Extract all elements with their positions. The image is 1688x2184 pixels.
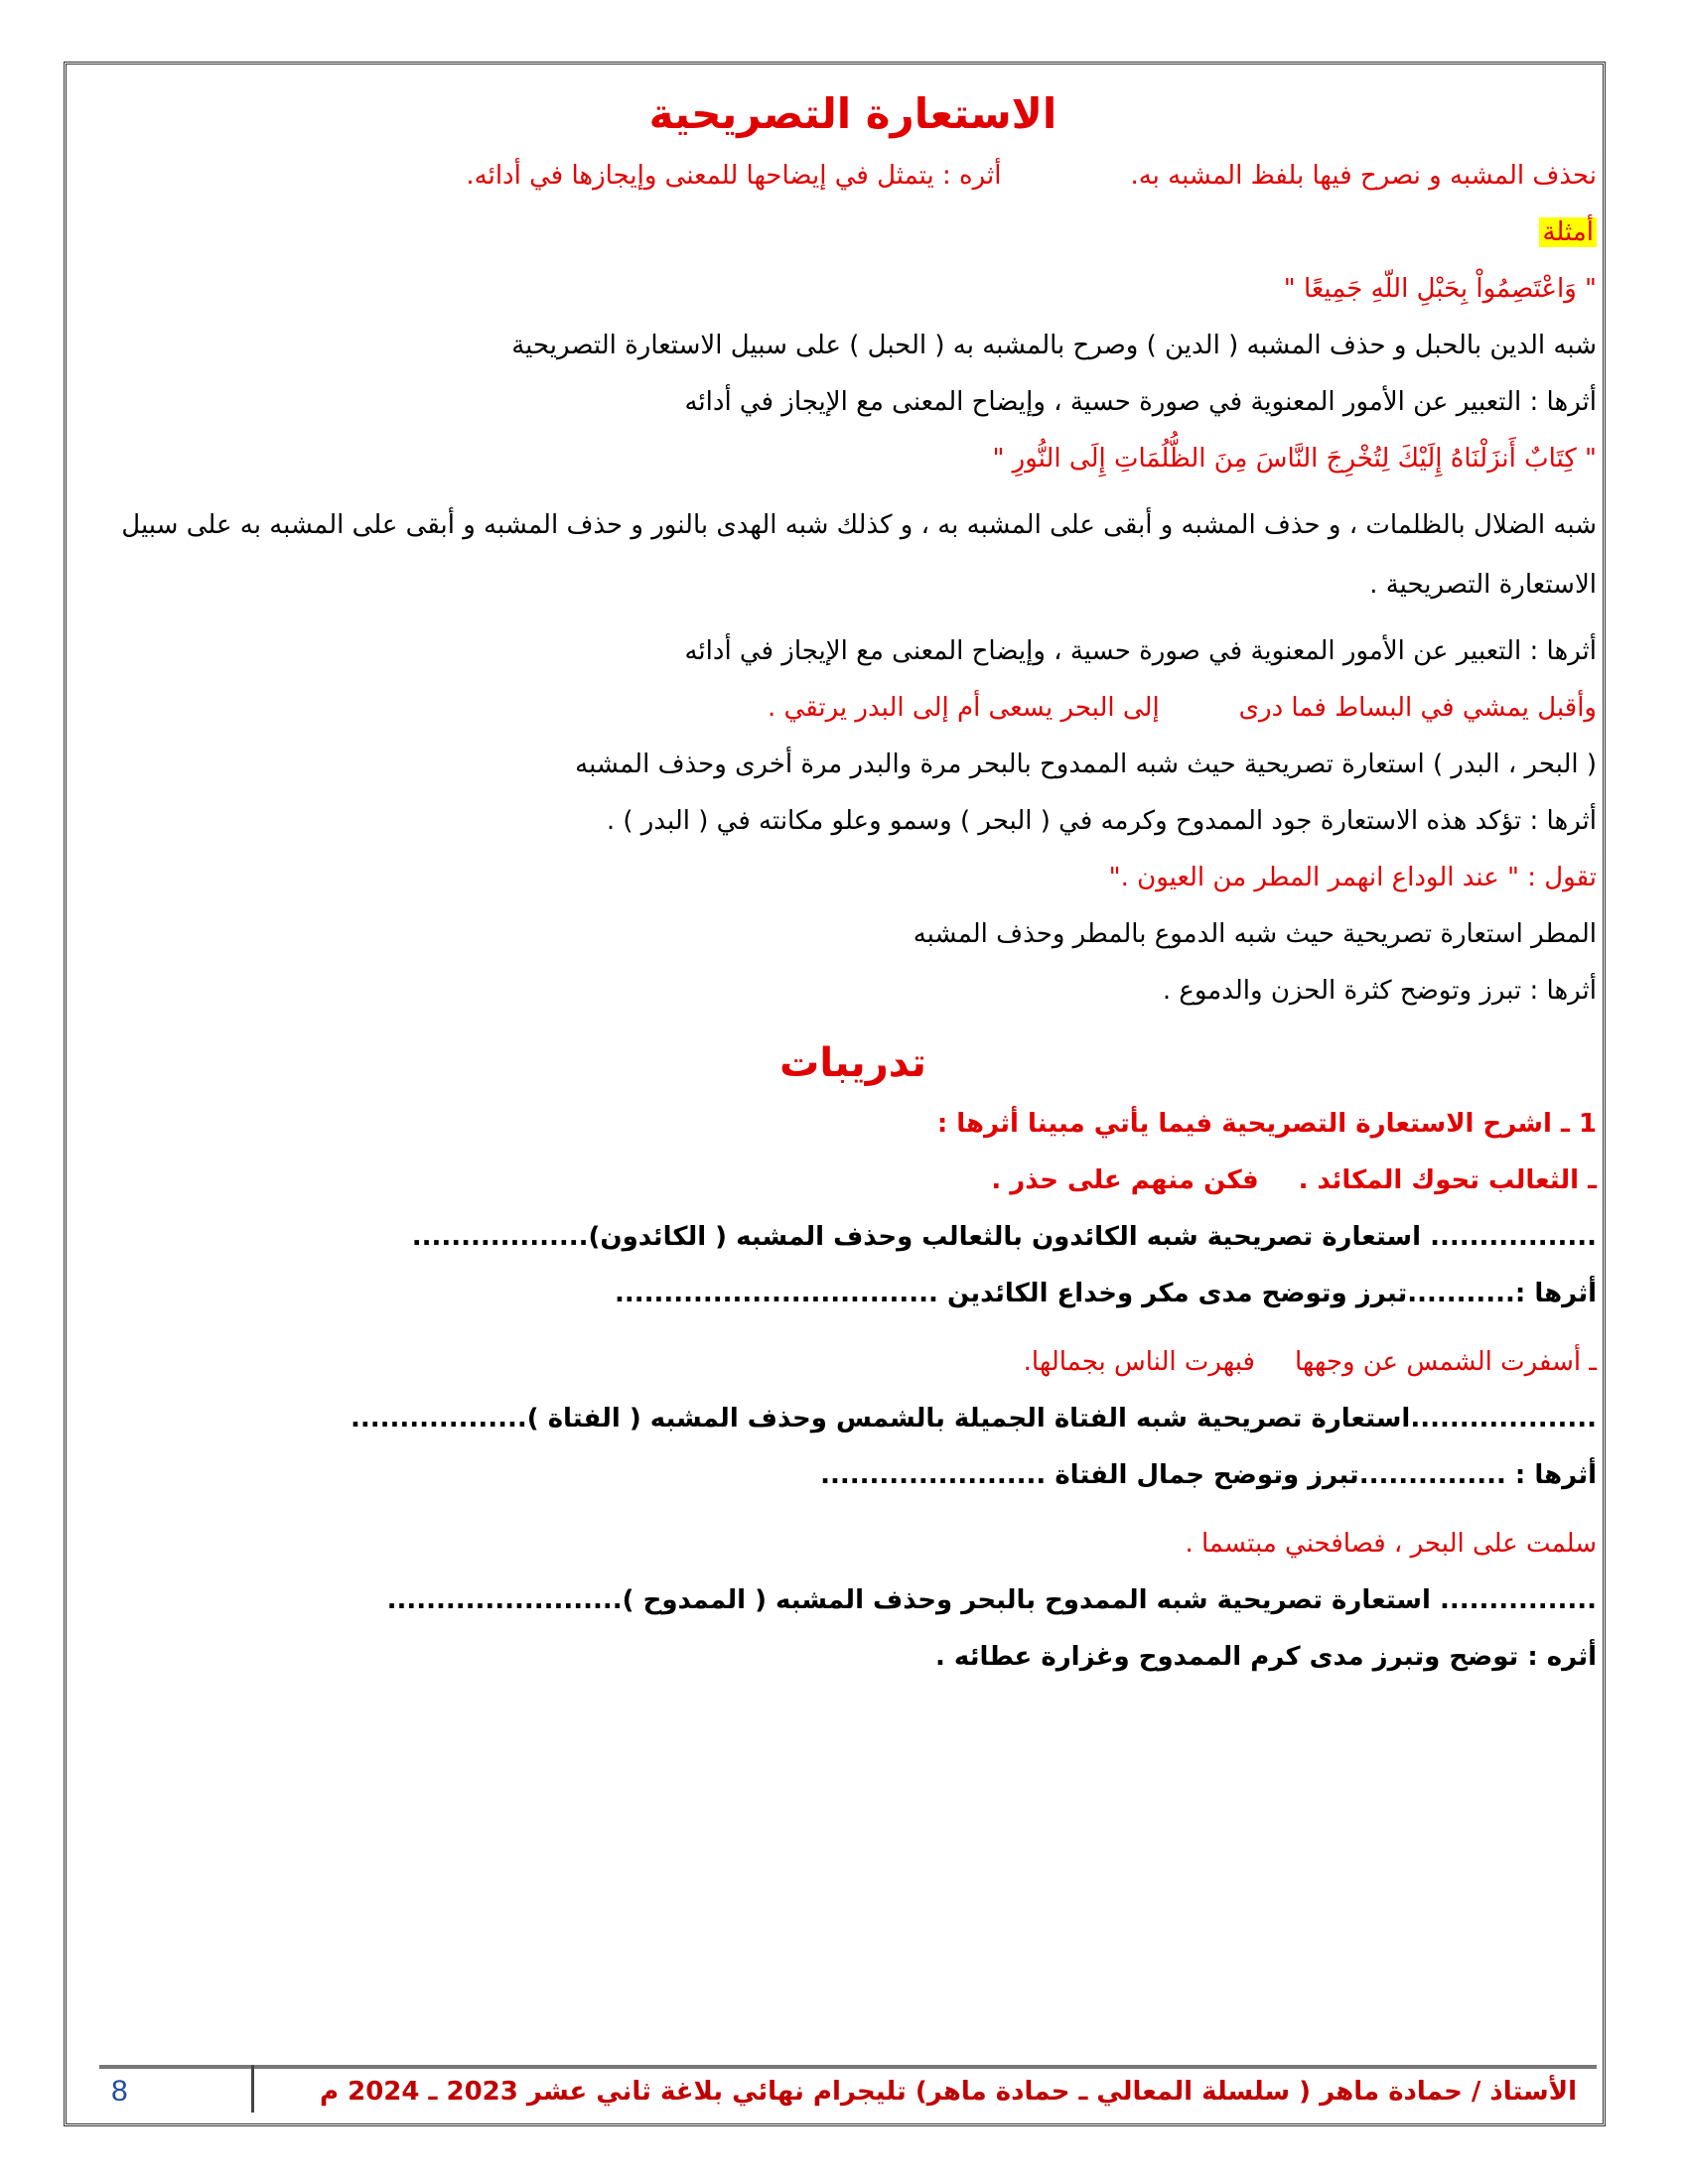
example-3-effect: أثرها : تؤكد هذه الاستعارة جود الممدوح وكرمه في ( البحر ) وسمو وعلو مكانته في ( البدر ) .	[606, 806, 1597, 836]
exercise-2-sentence	[109, 1342, 1597, 1382]
example-4-explanation: المطر استعارة تصريحية حيث شبه الدموع بالمطر وحذف المشبه	[913, 919, 1597, 949]
page-number: 8	[111, 2075, 128, 2108]
verse-first-half: وأقبل يمشي في البساط فما درى	[1238, 693, 1597, 723]
definition-text: نحذف المشبه و نصرح فيها بلفظ المشبه به.	[1130, 161, 1597, 191]
exercises-title: تدريبات	[779, 1040, 926, 1086]
example-1-quote: " وَاعْتَصِمُواْ بِحَبْلِ اللّهِ جَمِيعًا "	[1283, 274, 1597, 304]
examples-label: أمثلة	[1539, 217, 1597, 247]
exercise-3-first: سلمت على البحر ، فصافحني مبتسما .	[1185, 1529, 1597, 1559]
footer-credit: الأستاذ / حمادة ماهر ( سلسلة المعالي ـ حمادة ماهر) تليجرام نهائي بلاغة ثاني عشر 2023 ـ 2024 م	[320, 2077, 1577, 2107]
example-2-quote: " كِتَابٌ أَنزَلْنَاهُ إِلَيْكَ لِتُخْرِجَ النَّاسَ مِنَ الظُّلُمَاتِ إِلَى النُّورِ "	[992, 444, 1597, 474]
example-4-quote: تقول : " عند الوداع انهمر المطر من العيون ."	[1108, 863, 1597, 892]
exercise-1-effect: أثرها :...........تبرز وتوضح مدى مكر وخداع الكائدين .................................	[614, 1279, 1597, 1308]
exercise-1-second: فكن منهم على حذر .	[991, 1165, 1259, 1195]
definition-effect: أثره : يتمثل في إيضاحها للمعنى وإيجازها في أدائه.	[466, 161, 1002, 191]
exercise-1-answer: ................. استعارة تصريحية شبه الكائدون بالثعالب وحذف المشبه ( الكائدون)..................	[411, 1222, 1597, 1252]
page-title: الاستعارة التصريحية	[648, 89, 1057, 138]
example-3-verse	[109, 688, 1597, 728]
exercise-2-answer: ...................استعارة تصريحية شبه الفتاة الجميلة بالشمس وحذف المشبه ( الفتاة )..................	[350, 1404, 1597, 1433]
example-1-explanation: شبه الدين بالحبل و حذف المشبه ( الدين ) وصرح بالمشبه به ( الحبل ) على سبيل الاستعارة التصريحية	[511, 331, 1597, 360]
example-4-effect: أثرها : تبرز وتوضح كثرة الحزن والدموع .	[1162, 976, 1597, 1006]
exercise-1-sentence	[109, 1160, 1597, 1200]
example-1-effect: أثرها : التعبير عن الأمور المعنوية في صورة حسية ، وإيضاح المعنى مع الإيجاز في أدائه	[684, 387, 1597, 417]
footer-divider	[99, 2065, 1597, 2069]
example-3-explanation: ( البحر ، البدر ) استعارة تصريحية حيث شبه الممدوح بالبحر مرة والبدر مرة أخرى وحذف المشبه	[575, 750, 1597, 779]
exercise-prompt: 1 ـ اشرح الاستعارة التصريحية فيما يأتي مبينا أثرها :	[936, 1109, 1597, 1139]
exercise-3-answer: ................ استعارة تصريحية شبه الممدوح بالبحر وحذف المشبه ( الممدوح )........................	[386, 1585, 1597, 1615]
examples-heading	[109, 212, 1597, 252]
exercise-3-sentence	[109, 1524, 1597, 1564]
footer-separator	[251, 2065, 254, 2113]
example-2-effect: أثرها : التعبير عن الأمور المعنوية في صورة حسية ، وإيضاح المعنى مع الإيجاز في أدائه	[684, 636, 1597, 666]
example-2-explanation: شبه الضلال بالظلمات ، و حذف المشبه و أبقى على المشبه به ، و كذلك شبه الهدى بالنور و حذف المشبه و أبقى على المشبه به على سبيل الاستعارة التصريحية .	[121, 510, 1597, 600]
definition-line	[109, 156, 1597, 196]
exercise-1-first: ـ الثعالب تحوك المكائد .	[1298, 1165, 1597, 1195]
exercise-2-first: ـ أسفرت الشمس عن وجهها	[1294, 1347, 1597, 1377]
exercise-2-second: فبهرت الناس بجمالها.	[1023, 1347, 1255, 1377]
exercise-3-effect: أثره : توضح وتبرز مدى كرم الممدوح وغزارة عطائه .	[935, 1642, 1597, 1672]
page-content	[109, 89, 1597, 1694]
verse-second-half: إلى البحر يسعى أم إلى البدر يرتقي .	[768, 693, 1160, 723]
exercise-2-effect: أثرها : ...............تبرز وتوضح جمال الفتاة .......................	[820, 1460, 1597, 1490]
